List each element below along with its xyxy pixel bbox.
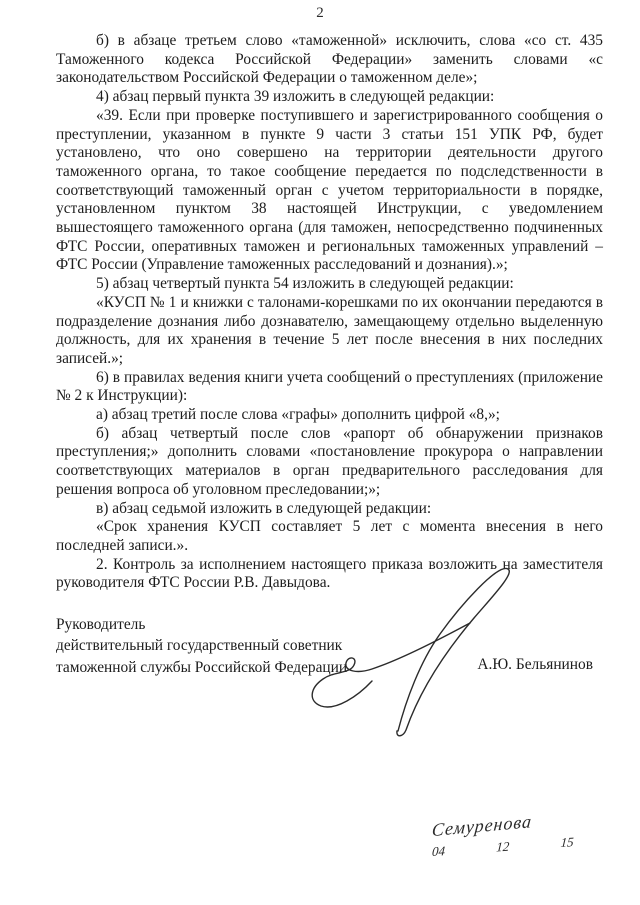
paragraph: 2. Контроль за исполнением настоящего приказа возложить на заместителя руководителя ФТС России Р.В. Давыдова. <box>56 555 603 592</box>
handwritten-name: Семуренова <box>431 811 534 841</box>
page-number: 2 <box>316 5 324 21</box>
handwritten-date-year: 15 <box>560 834 575 851</box>
paragraph: б) абзац четвертый после слов «рапорт об обнаружении признаков преступления;» дополнить словами «постановление прокурора о направлении соответствующих материалов в орган предварительного расследования для решения вопроса об уголовном преследовании;»; <box>56 424 603 498</box>
signer-name: А.Ю. Бельянинов <box>477 656 593 673</box>
paragraph: 4) абзац первый пункта 39 изложить в следующей редакции: <box>96 88 495 106</box>
paragraph: в) абзац седьмой изложить в следующей редакции: <box>96 499 432 517</box>
handwritten-date-month: 12 <box>495 838 510 855</box>
paragraph: «39. Если при проверке поступившего и зарегистрированного сообщения о преступлении, указанном в пункте 9 части 3 статьи 151 УПК РФ, будет установлено, что оно совершено на территории деятельности другого таможенного органа, то такое сообщение передается по подследственности в соответствующий таможенный орган с учетом территориальности в порядке, установленном пунктом 38 настоящей Инструкции, с уведомлением вышестоящего таможенного органа (для таможен, непосредственно подчиненных ФТС России, оперативных таможен и региональных таможенных управлений – ФТС России (Управление таможенных расследований и дознания).»; <box>56 106 603 274</box>
handwritten-signature-icon <box>280 550 530 745</box>
signatory-title-line: таможенной службы Российской Федерации <box>56 658 348 676</box>
signature-flourish-stroke <box>312 623 470 707</box>
paragraph: «Срок хранения КУСП составляет 5 лет с момента внесения в него последней записи.». <box>56 518 603 554</box>
signatory-title-line: Руководитель <box>56 616 146 633</box>
signatory-title-line: действительный государственный советник <box>56 637 343 655</box>
paragraph: «КУСП № 1 и книжки с талонами-корешками по их окончании передаются в подразделение дознания либо дознавателю, замещающему отдельно выделенную должность, для их хранения в течение 5 лет после внесения в них последних записей.»; <box>56 293 603 367</box>
paragraph: б) в абзаце третьем слово «таможенной» исключить, слова «со ст. 435 Таможенного кодекса Российской Федерации» заменить словами «с законодательством Российской Федерации о таможенном деле»; <box>56 32 603 87</box>
handwritten-date-day: 04 <box>431 843 446 860</box>
paragraph: 5) абзац четвертый пункта 54 изложить в следующей редакции: <box>96 275 514 293</box>
document-body <box>56 32 603 593</box>
paragraph: а) абзац третий после слова «графы» дополнить цифрой «8,»; <box>96 406 500 424</box>
handwritten-annotation <box>431 811 582 860</box>
paragraph: 6) в правилах ведения книги учета сообщений о преступлениях (приложение № 2 к Инструкции): <box>56 368 603 405</box>
